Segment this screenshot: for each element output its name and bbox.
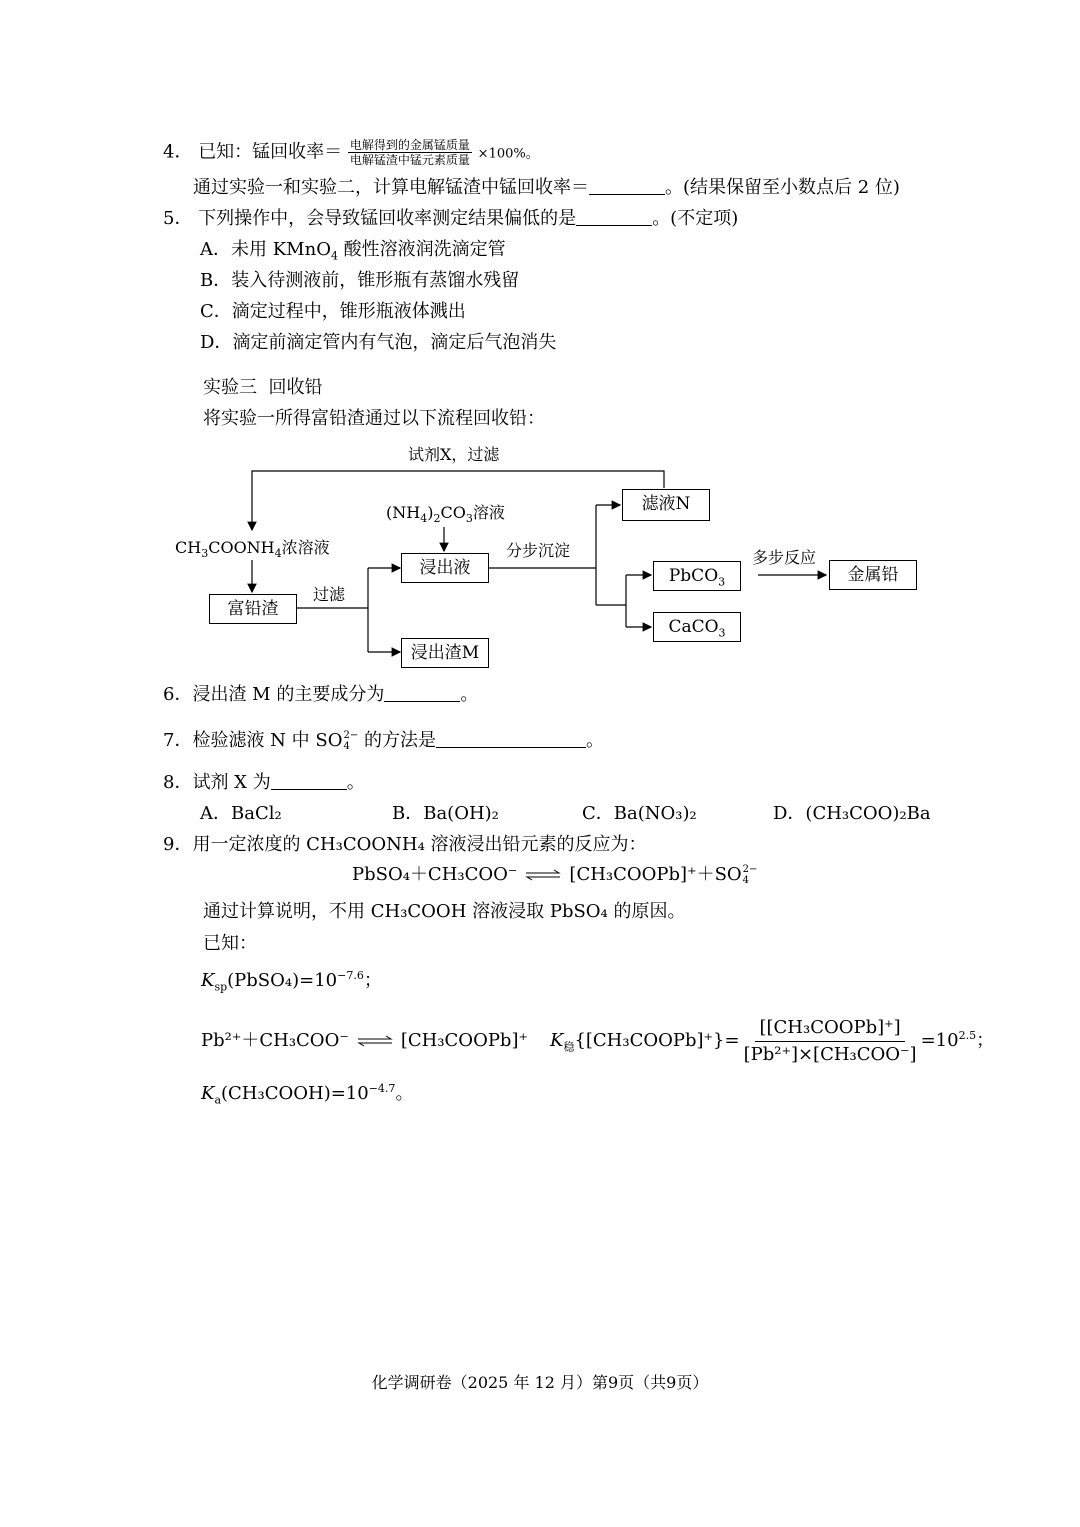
box-leachate: 浸出液	[401, 553, 489, 583]
option-label: D．	[200, 332, 233, 353]
formula-sub: 3	[465, 512, 473, 526]
formula-sub: 4	[274, 547, 282, 561]
q8-option-a[interactable]: A．BaCl₂	[200, 803, 282, 824]
formula-sub: 3	[718, 575, 726, 589]
q4-number: 4．	[163, 141, 193, 163]
option-text: 未用 KMnO	[231, 239, 331, 260]
q7-line	[163, 729, 604, 753]
q9-eq-sub: 4	[742, 875, 750, 886]
formula-sub: 2	[433, 512, 441, 526]
q6-answer-blank[interactable]	[384, 683, 460, 702]
formula-sub: 4	[420, 512, 428, 526]
flow-label-step-precip: 分步沉淀	[506, 541, 571, 560]
option-text: 滴定过程中，锥形瓶液体溅出	[231, 301, 466, 322]
q6-text: 浸出渣 M 的主要成分为	[192, 684, 385, 705]
k-stab-symbol: K	[549, 1030, 564, 1051]
q9-eq-sup: 2−	[742, 864, 758, 875]
formula-part: 浓溶液	[281, 538, 330, 557]
q9-stability	[201, 1010, 994, 1074]
q8-option-d[interactable]: D．(CH₃COO)₂Ba	[773, 803, 931, 824]
q9-eq-left: PbSO₄＋CH₃COO⁻	[352, 864, 518, 885]
q5-option-d[interactable]	[200, 331, 556, 355]
q9-known: 已知：	[203, 933, 257, 954]
formula-part: PbCO	[668, 566, 719, 586]
formula-part: (NH	[386, 503, 421, 522]
q7-end: 。	[585, 730, 604, 751]
q8-text: 试剂 X 为	[192, 772, 271, 793]
flow-label-multi-step: 多步反应	[752, 548, 817, 567]
option-text: 装入待测液前，锥形瓶有蒸馏水残留	[231, 270, 520, 291]
box-metal-lead: 金属铅	[829, 560, 917, 590]
q9-stem-text: 用一定浓度的 CH₃COONH₄ 溶液浸出铅元素的反应为：	[192, 834, 647, 855]
option-label: B．	[200, 270, 232, 291]
q4-line2-text: 通过实验一和实验二，计算电解锰渣中锰回收率＝	[193, 177, 589, 198]
q9-explain: 通过计算说明，不用 CH₃COOH 溶液浸取 PbSO₄ 的原因。	[203, 901, 686, 922]
formula-part: CO	[440, 503, 466, 522]
option-text: 滴定前滴定管内有气泡，滴定后气泡消失	[232, 332, 557, 353]
flow-label-reagent-x: 试剂X，过滤	[408, 445, 500, 464]
option-label: A．	[200, 239, 231, 260]
ka-symbol: K	[201, 1083, 215, 1104]
formula-part: CaCO	[668, 617, 719, 637]
box-caco3	[653, 612, 741, 642]
q7-sulfate-scripts	[343, 730, 358, 752]
formula-part: 溶液	[472, 503, 505, 522]
option-text-end: 酸性溶液润洗滴定管	[337, 239, 506, 260]
ka-end: 。	[395, 1083, 414, 1104]
q7-text: 检验滤液 N 中 SO	[192, 730, 343, 751]
pb-eq-left: Pb²⁺＋CH₃COO⁻	[201, 1030, 349, 1051]
flow-label-filter: 过滤	[313, 585, 346, 604]
q5-option-a[interactable]	[200, 238, 506, 269]
ksp-end: ；	[363, 970, 382, 991]
k-stab-fraction	[740, 1015, 921, 1068]
q4-line1	[163, 138, 539, 167]
exp3-title: 实验三 回收铅	[203, 377, 323, 398]
formula-part: CH	[175, 538, 202, 557]
q5-answer-blank[interactable]	[576, 207, 652, 226]
q8-option-b[interactable]: B．Ba(OH)₂	[392, 803, 499, 824]
q4-suffix: ×100%。	[477, 146, 539, 162]
k-stab-end: ；	[976, 1030, 995, 1051]
k-stab-arg: {[CH₃COOPb]⁺}=	[574, 1030, 740, 1051]
formula-part: )	[427, 503, 434, 522]
k-stab-exp: 2.5	[958, 1029, 977, 1042]
q7-number: 7．	[163, 730, 193, 751]
box-filtrate-n: 滤液N	[622, 489, 710, 521]
q4-frac-numerator: 电解得到的金属锰质量	[349, 138, 470, 152]
box-rich-lead-residue: 富铅渣	[209, 594, 297, 624]
q6-line	[163, 683, 478, 707]
k-stab-denominator: [Pb²⁺]×[CH₃COO⁻]	[743, 1043, 917, 1065]
q4-line2	[193, 176, 900, 200]
q8-answer-blank[interactable]	[271, 771, 347, 790]
k-stab-value: =10	[920, 1030, 959, 1051]
pb-eq-right: [CH₃COOPb]⁺	[400, 1030, 528, 1051]
equilibrium-arrow-icon	[357, 1035, 393, 1047]
q5-stem-text: 下列操作中，会导致锰回收率测定结果偏低的是	[198, 208, 577, 229]
exp3-intro: 将实验一所得富铅渣通过以下流程回收铅：	[203, 408, 545, 429]
option-label: C．	[200, 301, 232, 322]
q7-sup: 2−	[343, 730, 359, 741]
flow-label-nh4co3	[386, 503, 505, 529]
box-leach-residue-m: 浸出渣M	[401, 638, 489, 668]
formula-sub: 3	[201, 547, 209, 561]
equilibrium-arrow-icon	[525, 869, 561, 881]
q4-frac-denominator: 电解锰渣中锰元素质量	[349, 153, 470, 167]
q8-number: 8．	[163, 772, 193, 793]
ksp-symbol: K	[201, 970, 215, 991]
q8-end: 。	[346, 772, 365, 793]
q9-stem	[163, 833, 647, 857]
q7-text-2: 的方法是	[358, 730, 436, 751]
flow-label-ch3coonh4	[175, 538, 330, 564]
q5-option-b[interactable]	[200, 269, 519, 293]
ksp-text: (PbSO₄)=10	[227, 970, 338, 991]
q8-line	[163, 771, 365, 795]
q5-stem	[163, 207, 738, 231]
page-footer: 化学调研卷（2025 年 12 月）第9页（共9页）	[371, 1373, 709, 1392]
ka-text: (CH₃COOH)=10	[221, 1083, 369, 1104]
ksp-exp: −7.6	[337, 969, 364, 982]
q7-answer-blank[interactable]	[436, 729, 586, 748]
q6-end: 。	[460, 684, 479, 705]
ka-sub: a	[214, 1093, 222, 1107]
k-stab-sub: 稳	[563, 1040, 575, 1054]
option-sub: 4	[330, 249, 338, 263]
q9-number: 9．	[163, 834, 193, 855]
q8-option-c[interactable]: C．Ba(NO₃)₂	[582, 803, 697, 824]
q9-ka	[201, 1077, 413, 1113]
q7-sub: 4	[343, 741, 350, 752]
k-stab-numerator: [[CH₃COOPb]⁺]	[755, 1015, 904, 1042]
box-pbco3	[653, 561, 741, 591]
q5-option-c[interactable]	[200, 300, 466, 324]
q5-stem-end: 。(不定项)	[652, 208, 739, 229]
q4-line2-end: 。(结果保留至小数点后 2 位)	[665, 177, 900, 198]
ksp-sub: sp	[214, 980, 228, 994]
formula-sub: 3	[718, 626, 726, 640]
q9-equation	[352, 863, 757, 887]
q4-answer-blank[interactable]	[589, 176, 665, 195]
q9-ksp	[201, 964, 382, 1000]
ka-exp: −4.7	[368, 1082, 396, 1095]
q4-fraction	[348, 138, 472, 167]
q9-eq-right: [CH₃COOPb]⁺＋SO	[569, 864, 742, 885]
q6-number: 6．	[163, 684, 193, 705]
formula-part: COONH	[208, 538, 275, 557]
q4-prefix: 已知：锰回收率＝	[198, 141, 343, 163]
q9-eq-sulfate-scripts	[743, 864, 758, 886]
q5-number: 5．	[163, 208, 193, 229]
